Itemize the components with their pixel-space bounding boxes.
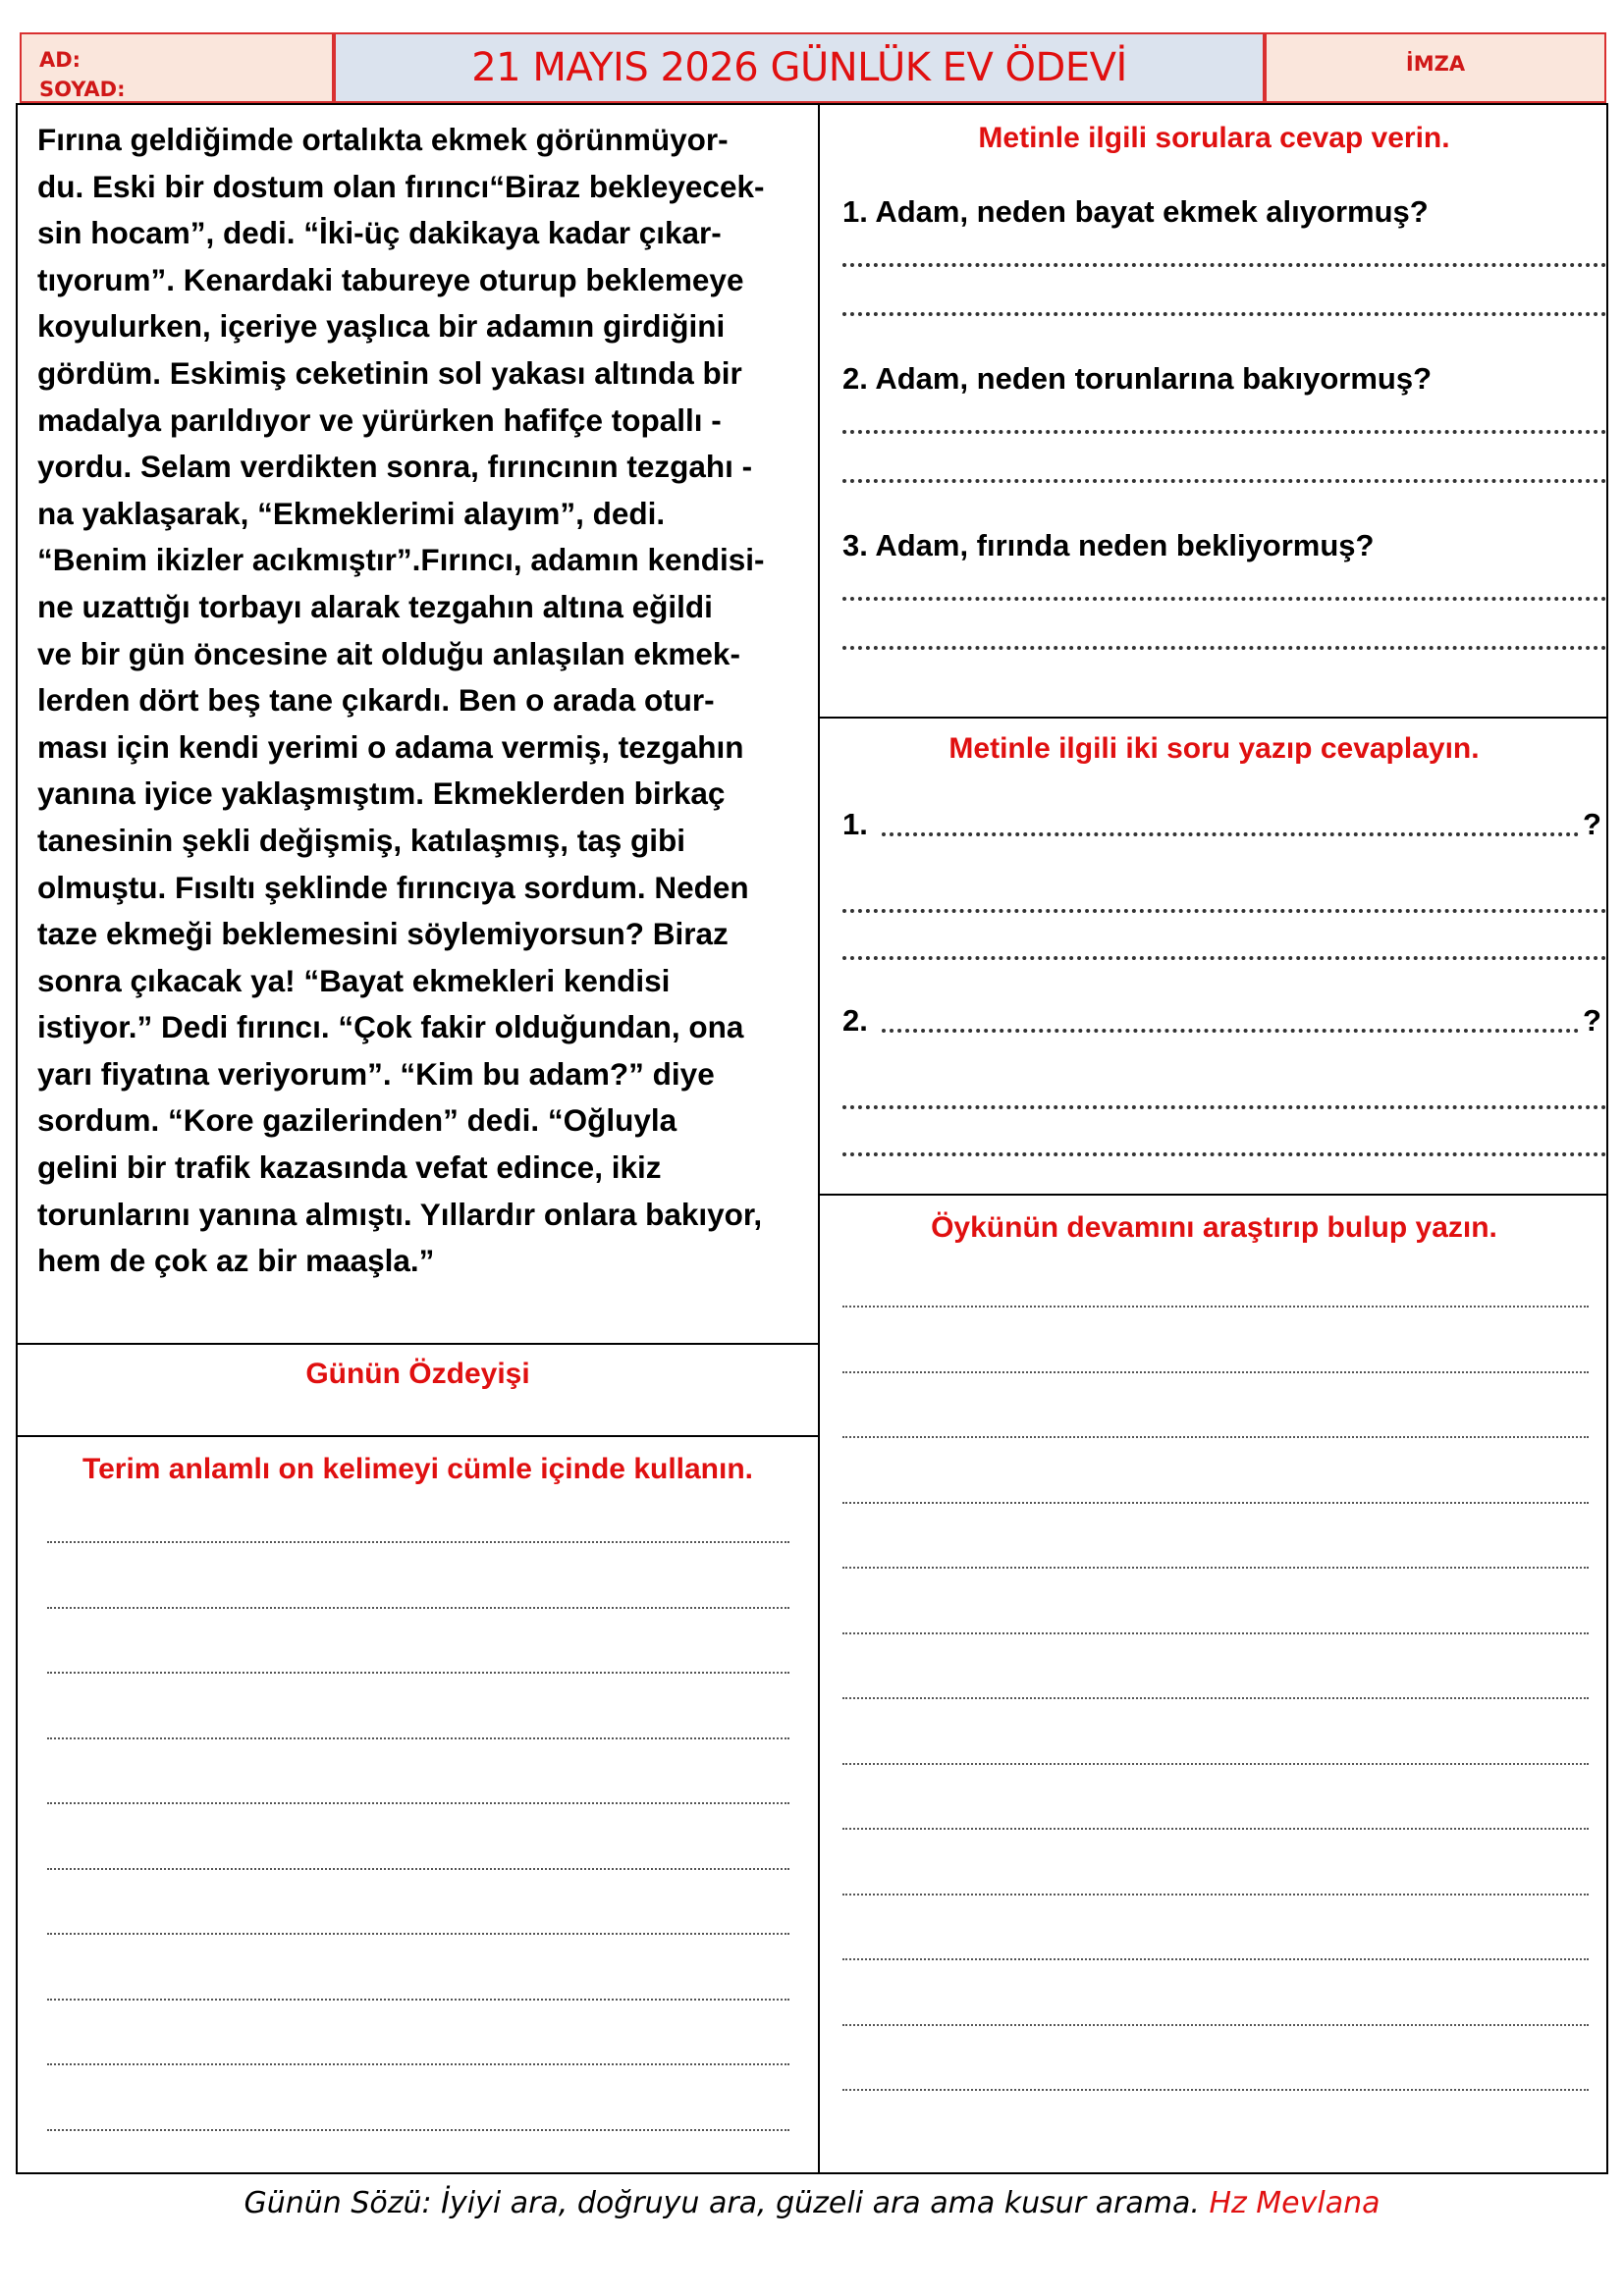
questions-title: Metinle ilgili sorulara cevap verin. [978,122,1450,154]
writing-line[interactable] [842,1436,1589,1438]
question-line[interactable] [882,1029,1579,1033]
writing-line[interactable] [47,1999,789,2001]
story-line: madalya parıldıyor ve yürürken hafifçe topallı - [37,401,722,438]
story-line: Fırına geldiğimde ortalıkta ekmek görünmüyor- [37,122,729,157]
writing-line[interactable] [47,1672,789,1674]
story-line: gördüm. Eskimiş ceketinin sol yakası altında bir [37,354,742,391]
answer-line[interactable] [842,1105,1606,1109]
story-line: tanesinin şekli değişmiş, katılaşmış, taş gibi [37,822,686,858]
story-line: lerden dört beş tane çıkardı. Ben o arada otur- [37,682,715,719]
question-mark: ? [1583,807,1601,841]
writing-line[interactable] [842,1371,1589,1373]
story-line: du. Eski bir dostum olan fırıncı“Biraz bekleyecek- [37,168,765,204]
writing-line[interactable] [47,1737,789,1739]
story-line: sin hocam”, dedi. “İki-üç dakikaya kadar çıkar- [37,215,722,251]
writing-line[interactable] [842,1763,1589,1765]
name-label: AD: [39,48,81,72]
story-line: ve bir gün öncesine ait olduğu anlaşılan ekmek- [37,635,740,671]
page-title: 21 MAYIS 2026 GÜNLÜK EV ÖDEVİ [471,45,1127,90]
surname-label: SOYAD: [39,78,126,101]
divider [16,1435,820,1437]
quote-text: Günün Sözü: İyiyi ara, doğruyu ara, güzeli ara ama kusur arama. [244,2186,1200,2220]
writing-line[interactable] [842,1632,1589,1634]
story-line: yanına iyice yaklaşmıştım. Ekmeklerden birkaç [37,775,726,812]
answer-line[interactable] [842,1152,1606,1156]
writing-line[interactable] [842,1306,1589,1308]
writing-line[interactable] [842,1697,1589,1699]
answer-line[interactable] [842,312,1606,316]
writing-line[interactable] [842,1894,1589,1896]
story-text [37,117,823,1285]
story-line: ması için kendi yerimi o adama vermiş, tezgahın [37,728,744,765]
writing-line[interactable] [842,1502,1589,1504]
story-line: yarı fiyatına veriyorum”. “Kim bu adam?” diye [37,1055,715,1092]
signature-label: İMZA [1405,52,1466,76]
story-line: hem de çok az bir maaşla.” [37,1243,435,1279]
write-questions-title: Metinle ilgili iki soru yazıp cevaplayın. [948,732,1480,765]
story-line: yordu. Selam verdikten sonra, fırıncının tezgahı - [37,449,753,485]
signature-box[interactable] [1265,32,1606,103]
continue-story-title: Öykünün devamını araştırıp bulup yazın. [931,1211,1497,1244]
story-line: ne uzattığı torbayı alarak tezgahın altına eğildi [37,588,713,624]
story-line: “Benim ikizler acıkmıştır”.Fırıncı, adamın kendisi- [37,542,765,578]
writing-line[interactable] [47,2063,789,2065]
question-line[interactable] [882,832,1579,836]
story-line: gelini bir trafik kazasında vefat edince, ikiz [37,1149,662,1186]
story-line: olmuştu. Fısıltı şeklinde fırıncıya sordum. Neden [37,869,749,905]
writing-line[interactable] [47,1933,789,1935]
divider [818,1194,1608,1196]
answer-line[interactable] [842,646,1606,650]
item-2-number: 2. [842,1003,868,1038]
footer-quote [0,2174,1624,2233]
question-3: 3. Adam, fırında neden bekliyormuş? [842,528,1375,562]
answer-line[interactable] [842,479,1606,483]
answer-line[interactable] [842,956,1606,960]
writing-line[interactable] [842,2024,1589,2026]
motto-title: Günün Özdeyişi [305,1358,530,1390]
divider [16,1343,820,1345]
story-line: na yaklaşarak, “Ekmeklerimi alayım”, dedi. [37,495,666,531]
story-line: istiyor.” Dedi fırıncı. “Çok fakir olduğundan, ona [37,1009,744,1045]
writing-line[interactable] [842,2089,1589,2091]
story-line: sonra çıkacak ya! “Bayat ekmekleri kendisi [37,962,671,998]
item-1-number: 1. [842,807,868,841]
story-line: taze ekmeği beklemesini söylemiyorsun? Biraz [37,916,729,952]
writing-line[interactable] [47,2129,789,2131]
name-box[interactable] [20,32,334,103]
question-2: 2. Adam, neden torunlarına bakıyormuş? [842,361,1433,396]
terms-title: Terim anlamlı on kelimeyi cümle içinde kullanın. [82,1453,753,1485]
story-line: tıyorum”. Kenardaki tabureye oturup beklemeye [37,261,744,297]
question-1: 1. Adam, neden bayat ekmek alıyormuş? [842,194,1429,229]
question-mark: ? [1583,1003,1601,1038]
answer-line[interactable] [842,263,1606,267]
answer-line[interactable] [842,909,1606,913]
writing-line[interactable] [842,1828,1589,1830]
story-line: koyulurken, içeriye yaşlıca bir adamın girdiğini [37,308,726,345]
story-line: sordum. “Kore gazilerinden” dedi. “Oğluyla [37,1102,677,1139]
writing-line[interactable] [842,1567,1589,1569]
writing-line[interactable] [47,1607,789,1609]
writing-line[interactable] [47,1802,789,1804]
story-line: torunlarını yanına almıştı. Yıllardır onlara bakıyor, [37,1196,763,1232]
writing-line[interactable] [47,1541,789,1543]
answer-line[interactable] [842,597,1606,601]
writing-line[interactable] [842,1958,1589,1960]
divider [818,717,1608,719]
writing-line[interactable] [47,1868,789,1870]
quote-author: Hz Mevlana [1209,2186,1380,2220]
answer-line[interactable] [842,430,1606,434]
title-box [334,32,1265,103]
